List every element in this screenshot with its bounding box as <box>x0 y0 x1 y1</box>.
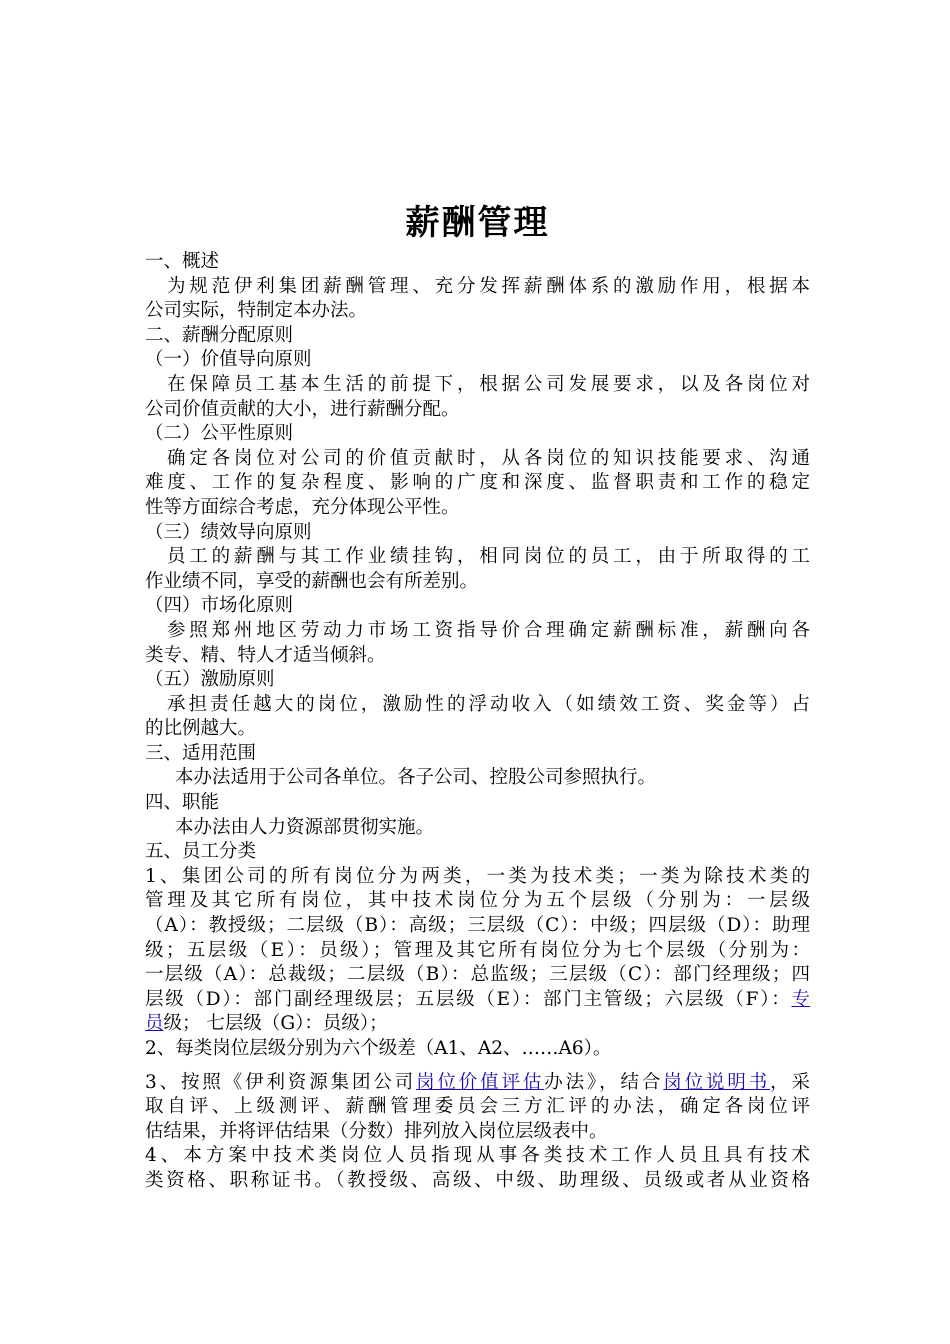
paragraph-line: 参照郑州地区劳动力市场工资指导价合理确定薪酬标准，薪酬向各 <box>167 619 810 641</box>
paragraph-line: 管理及其它所有岗位，其中技术岗位分为五个层级（分别为：一层级 <box>145 890 810 912</box>
document-title: 薪酬管理 <box>405 203 550 243</box>
paragraph-gap <box>145 1062 810 1071</box>
paragraph-line: 公司价值贡献的大小，进行薪酬分配。 <box>145 398 460 420</box>
paragraph-line: 在保障员工基本生活的前提下，根据公司发展要求，以及各岗位对 <box>167 373 810 395</box>
section-heading: 二、薪酬分配原则 <box>145 324 294 346</box>
paragraph-line: 公司实际，特制定本办法。 <box>145 300 368 322</box>
specialist-link[interactable]: 专 <box>791 988 810 1010</box>
paragraph-line: 的比例越大。 <box>145 718 257 740</box>
paragraph-line: 员工的薪酬与其工作业绩挂钩，相同岗位的员工，由于所取得的工 <box>167 546 810 568</box>
paragraph-line: 作业绩不同，享受的薪酬也会有所差别。 <box>145 570 479 592</box>
paragraph-line: 本办法由人力资源部贯彻实施。 <box>175 816 435 838</box>
paragraph-line: 类专、精、特人才适当倾斜。 <box>145 644 386 666</box>
text-span: 级； 七层级（G）：员级）； <box>163 1013 388 1035</box>
paragraph-line: 确定各岗位对公司的价值贡献时，从各岗位的知识技能要求、沟通 <box>167 447 810 469</box>
section-heading: 五、员工分类 <box>145 841 257 863</box>
paragraph-line <box>145 1071 810 1096</box>
paragraph-line: 承担责任越大的岗位，激励性的浮动收入（如绩效工资、奖金等）占 <box>167 693 810 715</box>
job-value-evaluation-link[interactable]: 岗位价值评估 <box>416 1071 545 1093</box>
paragraph-line: 本办法适用于公司各单位。各子公司、控股公司参照执行。 <box>175 767 657 789</box>
paragraph-line: 取自评、上级测评、薪酬管理委员会三方汇评的办法，确定各岗位评 <box>145 1096 810 1118</box>
paragraph-line: 级；五层级（E）：员级）；管理及其它所有岗位分为七个层级（分别为： <box>145 939 810 961</box>
specialist-link-continued[interactable]: 员 <box>145 1013 164 1035</box>
subsection-heading: （一）价值导向原则 <box>145 349 312 371</box>
job-description-link[interactable]: 岗位说明书 <box>663 1071 771 1093</box>
section-heading: 三、适用范围 <box>145 742 257 764</box>
paragraph-line: 类资格、职称证书。（教授级、高级、中级、助理级、员级或者从业资格 <box>145 1169 810 1191</box>
document-page <box>145 196 810 1194</box>
paragraph-line <box>145 988 810 1013</box>
paragraph-line: 1、集团公司的所有岗位分为两类，一类为技术类；一类为除技术类的 <box>145 865 810 887</box>
subsection-heading: （五）激励原则 <box>145 669 275 691</box>
section-heading: 一、概述 <box>145 251 220 272</box>
subsection-heading: （三）绩效导向原则 <box>145 521 312 543</box>
paragraph-line: 难度、工作的复杂程度、影响的广度和深度、监督职责和工作的稳定 <box>145 472 810 494</box>
text-span: 层级（D）：部门副经理级层；五层级（E）：部门主管级；六层级（F）： <box>145 988 792 1010</box>
section-heading: 四、职能 <box>145 792 220 814</box>
subsection-heading: （四）市场化原则 <box>145 595 294 617</box>
paragraph-line <box>145 1012 810 1037</box>
paragraph-line: 估结果，并将评估结果（分数）排列放入岗位层级表中。 <box>145 1120 608 1142</box>
paragraph-line: （A）：教授级；二层级（B）：高级；三层级（C）：中级；四层级（D）：助理 <box>145 915 810 937</box>
paragraph-line: 为规范伊利集团薪酬管理、充分发挥薪酬体系的激励作用，根据本 <box>167 275 810 297</box>
paragraph-line: 4、本方案中技术类岗位人员指现从事各类技术工作人员且具有技术 <box>145 1145 810 1167</box>
text-span: 3、按照《伊利资源集团公司 <box>145 1071 417 1093</box>
text-span: ，采 <box>770 1071 810 1093</box>
paragraph-line: 一层级（A）：总裁级；二层级（B）：总监级；三层级（C）：部门经理级；四 <box>145 964 810 986</box>
paragraph-line: 性等方面综合考虑，充分体现公平性。 <box>145 496 460 518</box>
text-span: 办法》，结合 <box>544 1071 664 1093</box>
paragraph-line: 2、每类岗位层级分别为六个级差（A1、A2、……A6）。 <box>145 1038 612 1059</box>
subsection-heading: （二）公平性原则 <box>145 423 294 445</box>
